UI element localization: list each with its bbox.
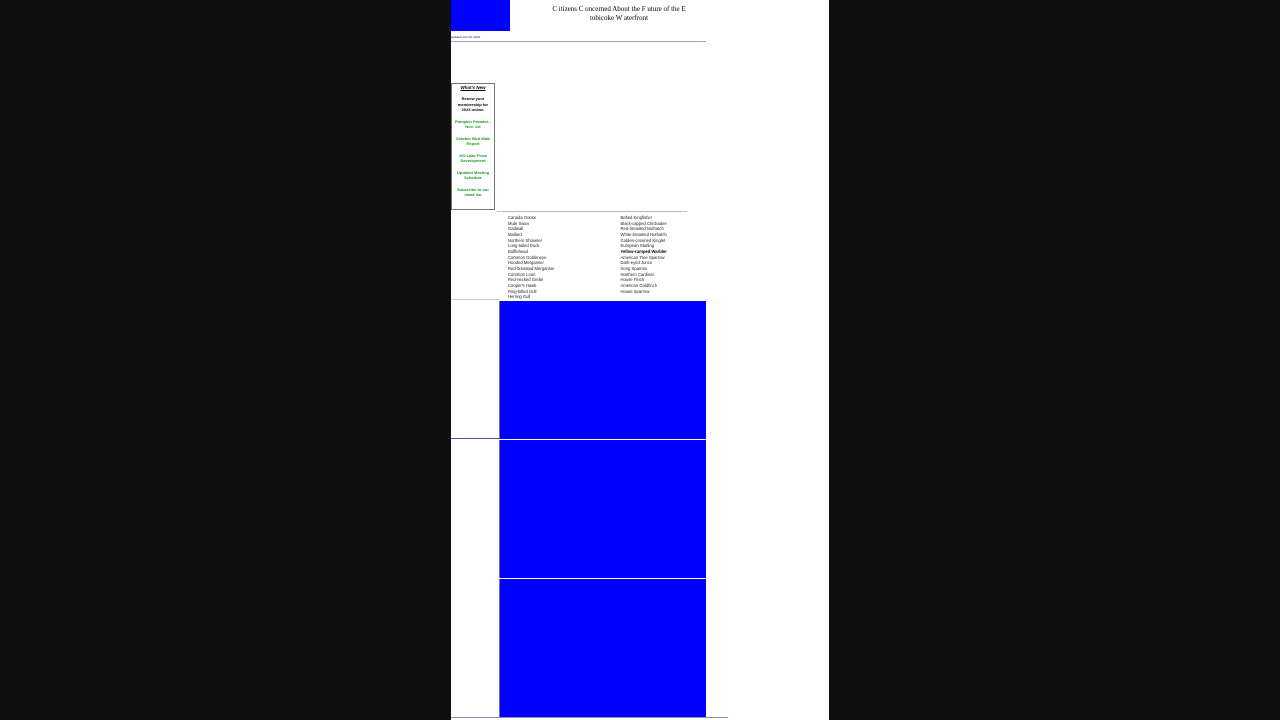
bird-name: Long-tailed Duck xyxy=(508,243,540,249)
bird-list xyxy=(508,215,698,300)
bird-name: Yellow-rumped Warbler xyxy=(620,248,667,254)
bird-name: House Sparrow xyxy=(620,288,650,294)
divider xyxy=(451,438,499,439)
divider xyxy=(451,299,499,300)
divider xyxy=(451,41,706,42)
bird-name: White-breasted Nuthatch xyxy=(620,231,667,237)
bird-name: Mallard xyxy=(508,231,522,237)
whats-new-box xyxy=(451,83,495,210)
bird-name: Cooper's Hawk xyxy=(508,282,537,288)
whats-new-link[interactable]: Pumpkin Parades - Nov. 1st xyxy=(454,118,491,129)
bird-name: Herring Gull xyxy=(508,294,531,300)
bird-name: Mute Swan xyxy=(508,220,529,226)
photo-3[interactable] xyxy=(499,579,706,718)
whats-new-title: What's New xyxy=(460,85,486,90)
bird-name: House Finch xyxy=(620,277,645,283)
bird-name: Red-breasted Nuthatch xyxy=(620,226,664,232)
bird-name: Common Loon xyxy=(508,271,536,277)
bird-name: Common Goldeneye xyxy=(508,254,547,260)
bird-name: European Starling xyxy=(620,243,655,249)
page-title xyxy=(519,5,719,23)
bird-name: Red-breasted Merganser xyxy=(508,265,555,271)
whats-new-link[interactable]: Updated Meeting Schedule xyxy=(456,169,490,180)
bird-name: Ring-billed Gull xyxy=(508,288,537,294)
whats-new-link[interactable]: 100 Lake Prom Development xyxy=(458,152,488,163)
bird-list-column-2 xyxy=(621,215,699,300)
photo-1[interactable] xyxy=(499,301,706,439)
site-logo[interactable] xyxy=(451,0,510,31)
bird-name: Northern Cardinal xyxy=(620,271,654,277)
bird-name: Golden-crowned Kinglet xyxy=(620,237,666,243)
webpage xyxy=(451,0,829,720)
bird-name: Hooded Merganser xyxy=(508,260,544,266)
page-title-line2: tobicoke W aterfront xyxy=(589,14,649,22)
bird-name: Belted Kingfisher xyxy=(620,215,653,220)
divider xyxy=(497,211,687,212)
bird-name: Canada Goose xyxy=(508,215,537,220)
bird-list-column-1 xyxy=(508,215,586,300)
bird-name: Northern Shoveler xyxy=(508,237,542,243)
updated-date: updated Jan 20, 2023 xyxy=(451,35,481,39)
whats-new-link[interactable]: Subscribe to our email list xyxy=(457,186,489,197)
photo-2[interactable] xyxy=(499,440,706,578)
bird-name: Bufflehead xyxy=(508,248,528,254)
bird-name: Dark-eyed Junco xyxy=(620,260,653,266)
bird-name: American Tree Sparrow xyxy=(620,254,665,260)
bird-name: American Goldfinch xyxy=(620,282,658,288)
whats-new-link[interactable]: October Bird Walk Report xyxy=(455,135,491,146)
whats-new-link[interactable]: Renew your membership for 2023 online. xyxy=(457,96,489,112)
bird-name: Gadwall xyxy=(508,226,524,232)
bird-name: Black-capped Chickadee xyxy=(620,220,667,226)
page-title-line1: C itizens C oncerned About the F uture of the E xyxy=(552,5,686,13)
bird-name: Red-necked Grebe xyxy=(508,277,544,283)
bird-name: Song Sparrow xyxy=(620,265,648,271)
divider xyxy=(451,717,728,718)
